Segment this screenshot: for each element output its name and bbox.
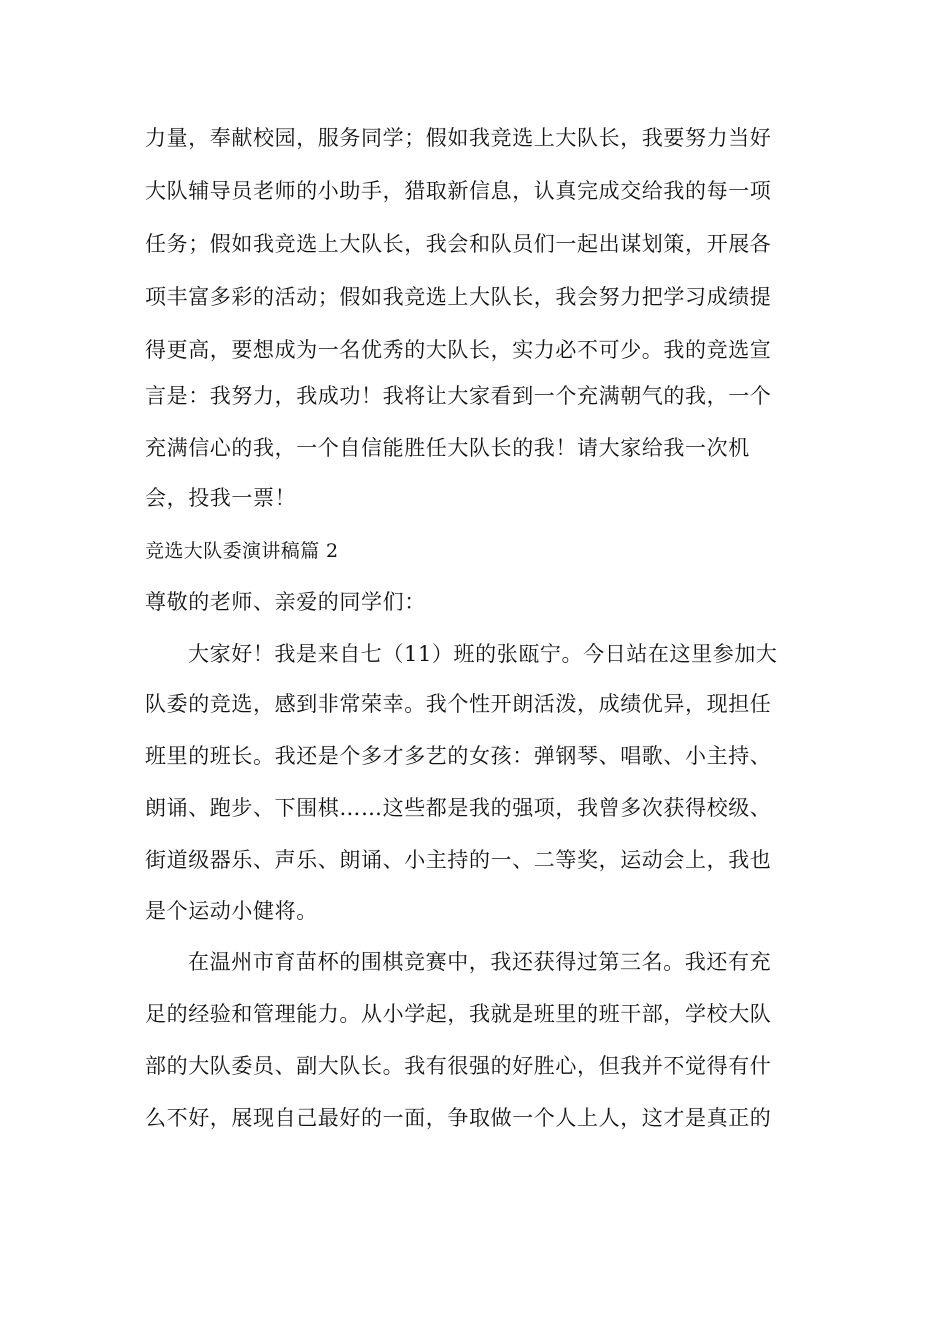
text-line: 足的经验和管理能力。从小学起，我就是班里的班干部，学校大队 — [145, 1002, 772, 1026]
text-line: 是个运动小健将。 — [145, 899, 318, 923]
text-line: 项丰富多彩的活动；假如我竞选上大队长，我会努力把学习成绩提 — [145, 285, 772, 309]
text-line: 班里的班长。我还是个多才多艺的女孩：弹钢琴、唱歌、小主持、 — [145, 744, 772, 768]
text-line: 会，投我一票！ — [145, 486, 297, 510]
text-line: 充满信心的我，一个自信能胜任大队长的我！请大家给我一次机 — [145, 436, 750, 460]
text-line: 队委的竞选，感到非常荣幸。我个性开朗活泼，成绩优异，现担任 — [145, 692, 772, 716]
text-line: 言是：我努力，我成功！我将让大家看到一个充满朝气的我，一个 — [145, 384, 772, 408]
text-line: 街道级器乐、声乐、朗诵、小主持的一、二等奖，运动会上，我也 — [145, 848, 772, 872]
text-line: 任务；假如我竞选上大队长，我会和队员们一起出谋划策，开展各 — [145, 232, 772, 256]
text-line: 力量，奉献校园，服务同学；假如我竞选上大队长，我要努力当好 — [145, 126, 772, 150]
text-line: 得更高，要想成为一名优秀的大队长，实力必不可少。我的竞选宣 — [145, 338, 772, 362]
text-line: 朗诵、跑步、下围棋……这些都是我的强项，我曾多次获得校级、 — [145, 796, 772, 820]
text-line: 部的大队委员、副大队长。我有很强的好胜心，但我并不觉得有什 — [145, 1054, 772, 1078]
text-line: 在温州市育苗杯的围棋竞赛中，我还获得过第三名。我还有充 — [188, 950, 772, 974]
section-heading: 竞选大队委演讲稿篇 2 — [145, 540, 339, 562]
salutation: 尊敬的老师、亲爱的同学们： — [145, 590, 426, 614]
text-line: 么不好，展现自己最好的一面，争取做一个人上人，这才是真正的 — [145, 1106, 772, 1130]
text-line: 大队辅导员老师的小助手，猎取新信息，认真完成交给我的每一项 — [145, 179, 772, 203]
text-line: 大家好！我是来自七（11）班的张瓯宁。今日站在这里参加大 — [188, 642, 778, 666]
